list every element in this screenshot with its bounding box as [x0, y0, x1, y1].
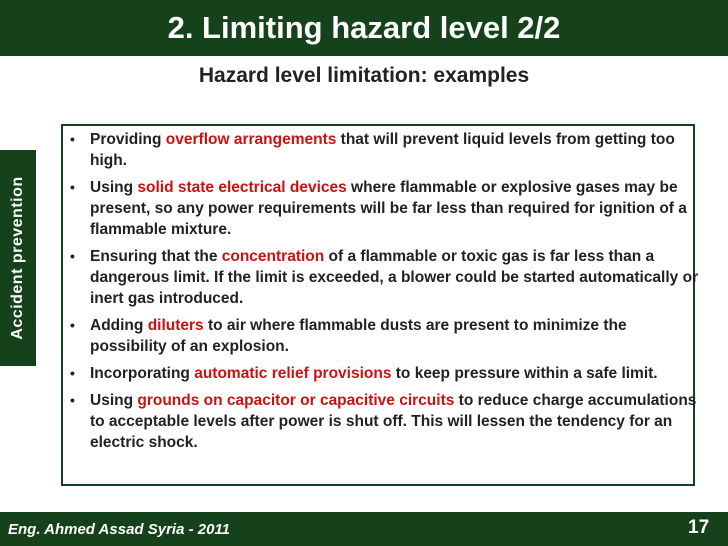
bullet-dot-icon: • — [70, 248, 75, 264]
bullet-text-pre: Incorporating — [90, 365, 195, 382]
bullet-text-post: to keep pressure within a safe limit. — [391, 365, 658, 382]
slide-title: 2. Limiting hazard level 2/2 — [167, 10, 561, 45]
bullet-text-post: where flammable or explosive gases may be present, so any power requirements will be far less than required for ignition of a flammable mixture. — [90, 179, 687, 238]
bullet-item — [66, 177, 706, 240]
bullet-text-pre: Using — [90, 179, 138, 196]
bullet-highlight: automatic relief provisions — [194, 365, 392, 382]
bullet-highlight: overflow arrangements — [165, 131, 337, 148]
side-label: Accident prevention — [9, 176, 26, 340]
bullet-dot-icon: • — [70, 179, 75, 195]
bullet-text-post: to air where flammable dusts are present to minimize the possibility of an explosion. — [90, 317, 627, 355]
bullet-text-post: that will prevent liquid levels from getting too high. — [90, 131, 675, 169]
bullet-item — [66, 246, 706, 309]
bullet-text-post: of a flammable or toxic gas is far less than a dangerous limit. If the limit is exceeded, a blower could be started automatically or inert gas introduced. — [90, 248, 699, 307]
bullet-highlight: diluters — [147, 317, 204, 334]
bullet-dot-icon: • — [70, 365, 75, 381]
bullet-list — [66, 129, 706, 459]
bullet-highlight: concentration — [221, 248, 325, 265]
bullet-item — [66, 390, 706, 453]
bullet-highlight: grounds on capacitor or capacitive circuits — [137, 392, 455, 409]
bullet-text-pre: Ensuring that the — [90, 248, 222, 265]
bullet-text-pre: Using — [90, 392, 138, 409]
slide-subtitle: Hazard level limitation: examples — [198, 64, 530, 87]
bullet-text-pre: Providing — [90, 131, 166, 148]
bullet-item — [66, 315, 706, 357]
bullet-text-pre: Adding — [90, 317, 148, 334]
footer-author: Eng. Ahmed Assad Syria - 2011 — [8, 521, 231, 538]
bullet-item — [66, 363, 706, 384]
bullet-dot-icon: • — [70, 317, 75, 333]
bullet-item — [66, 129, 706, 171]
page-number: 17 — [688, 517, 710, 538]
bullet-dot-icon: • — [70, 131, 75, 147]
bullet-highlight: solid state electrical devices — [137, 179, 347, 196]
bullet-text-post: to reduce charge accumulations to acceptable levels after power is shut off. This will lessen the tendency for an electric shock. — [90, 392, 697, 451]
bullet-dot-icon: • — [70, 392, 75, 408]
